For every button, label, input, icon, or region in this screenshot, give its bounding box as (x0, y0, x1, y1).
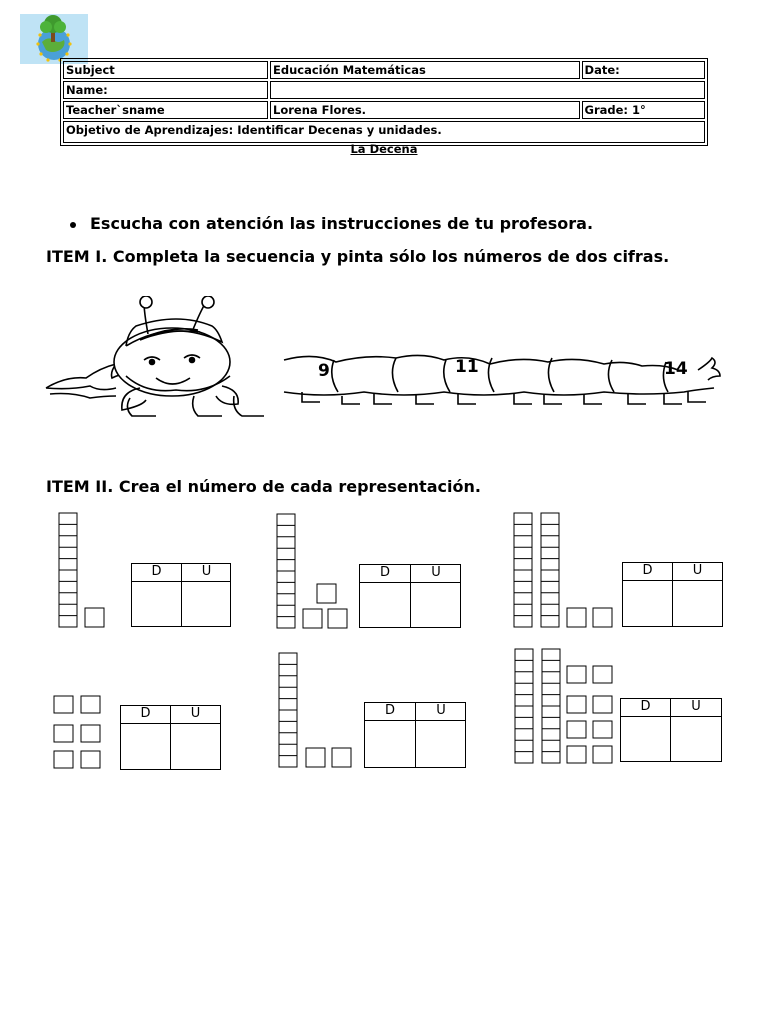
units-answer[interactable] (172, 724, 219, 769)
item2-heading: ITEM II. Crea el número de cada representación. (46, 477, 481, 496)
subject-value: Educación Matemáticas (270, 61, 580, 79)
sequence-number-14: 14 (664, 359, 688, 379)
header-table (60, 58, 708, 146)
item1-heading: ITEM I. Completa la secuencia y pinta sólo los números de dos cifras. (46, 247, 670, 266)
sequence-number-9: 9 (318, 361, 330, 381)
tens-answer[interactable] (133, 582, 180, 626)
tens-header: D (384, 703, 395, 718)
units-answer[interactable] (412, 583, 460, 627)
units-header: U (436, 703, 446, 718)
representation-1 (58, 512, 238, 632)
tens-header: D (640, 699, 651, 714)
representation-5 (278, 652, 470, 772)
tens-answer[interactable] (624, 581, 671, 626)
units-header: U (691, 699, 701, 714)
representation-6 (514, 648, 726, 768)
date-label: Date: (582, 61, 705, 79)
teacher-value: Lorena Flores. (270, 101, 580, 119)
tens-answer[interactable] (361, 583, 409, 627)
du-table (622, 562, 723, 627)
units-answer[interactable] (417, 721, 465, 767)
units-answer[interactable] (183, 582, 230, 626)
school-logo (20, 14, 88, 64)
grade-label: Grade: 1° (582, 101, 705, 119)
name-label: Name: (63, 81, 268, 99)
units-answer[interactable] (672, 717, 720, 761)
du-table (620, 698, 722, 762)
units-header: U (431, 565, 441, 580)
tens-header: D (379, 565, 390, 580)
units-answer[interactable] (674, 581, 721, 626)
instruction-text: Escucha con atención las instrucciones de tu profesora. (90, 214, 594, 233)
teacher-label: Teacher`sname (63, 101, 268, 119)
bullet-icon (70, 222, 76, 228)
representation-3 (513, 512, 725, 632)
du-table (364, 702, 466, 768)
tens-answer[interactable] (366, 721, 414, 767)
tens-header: D (151, 564, 162, 579)
subject-label: Subject (63, 61, 268, 79)
units-header: U (692, 563, 703, 578)
tens-answer[interactable] (122, 724, 169, 769)
objective-text: Objetivo de Aprendizajes: Identificar Decenas y unidades. (63, 121, 705, 143)
tens-header: D (140, 706, 151, 721)
tens-header: D (642, 563, 653, 578)
du-table (120, 705, 221, 770)
representation-4 (53, 695, 228, 775)
page-title: La Decena (350, 142, 418, 156)
units-header: U (190, 706, 201, 721)
tens-answer[interactable] (622, 717, 669, 761)
instruction-bullet (70, 214, 593, 233)
caterpillar-illustration (44, 296, 724, 426)
du-table (359, 564, 461, 628)
sequence-number-11: 11 (455, 357, 479, 377)
name-value[interactable] (270, 81, 705, 99)
representation-2 (276, 513, 466, 633)
units-header: U (201, 564, 212, 579)
du-table (131, 563, 231, 627)
